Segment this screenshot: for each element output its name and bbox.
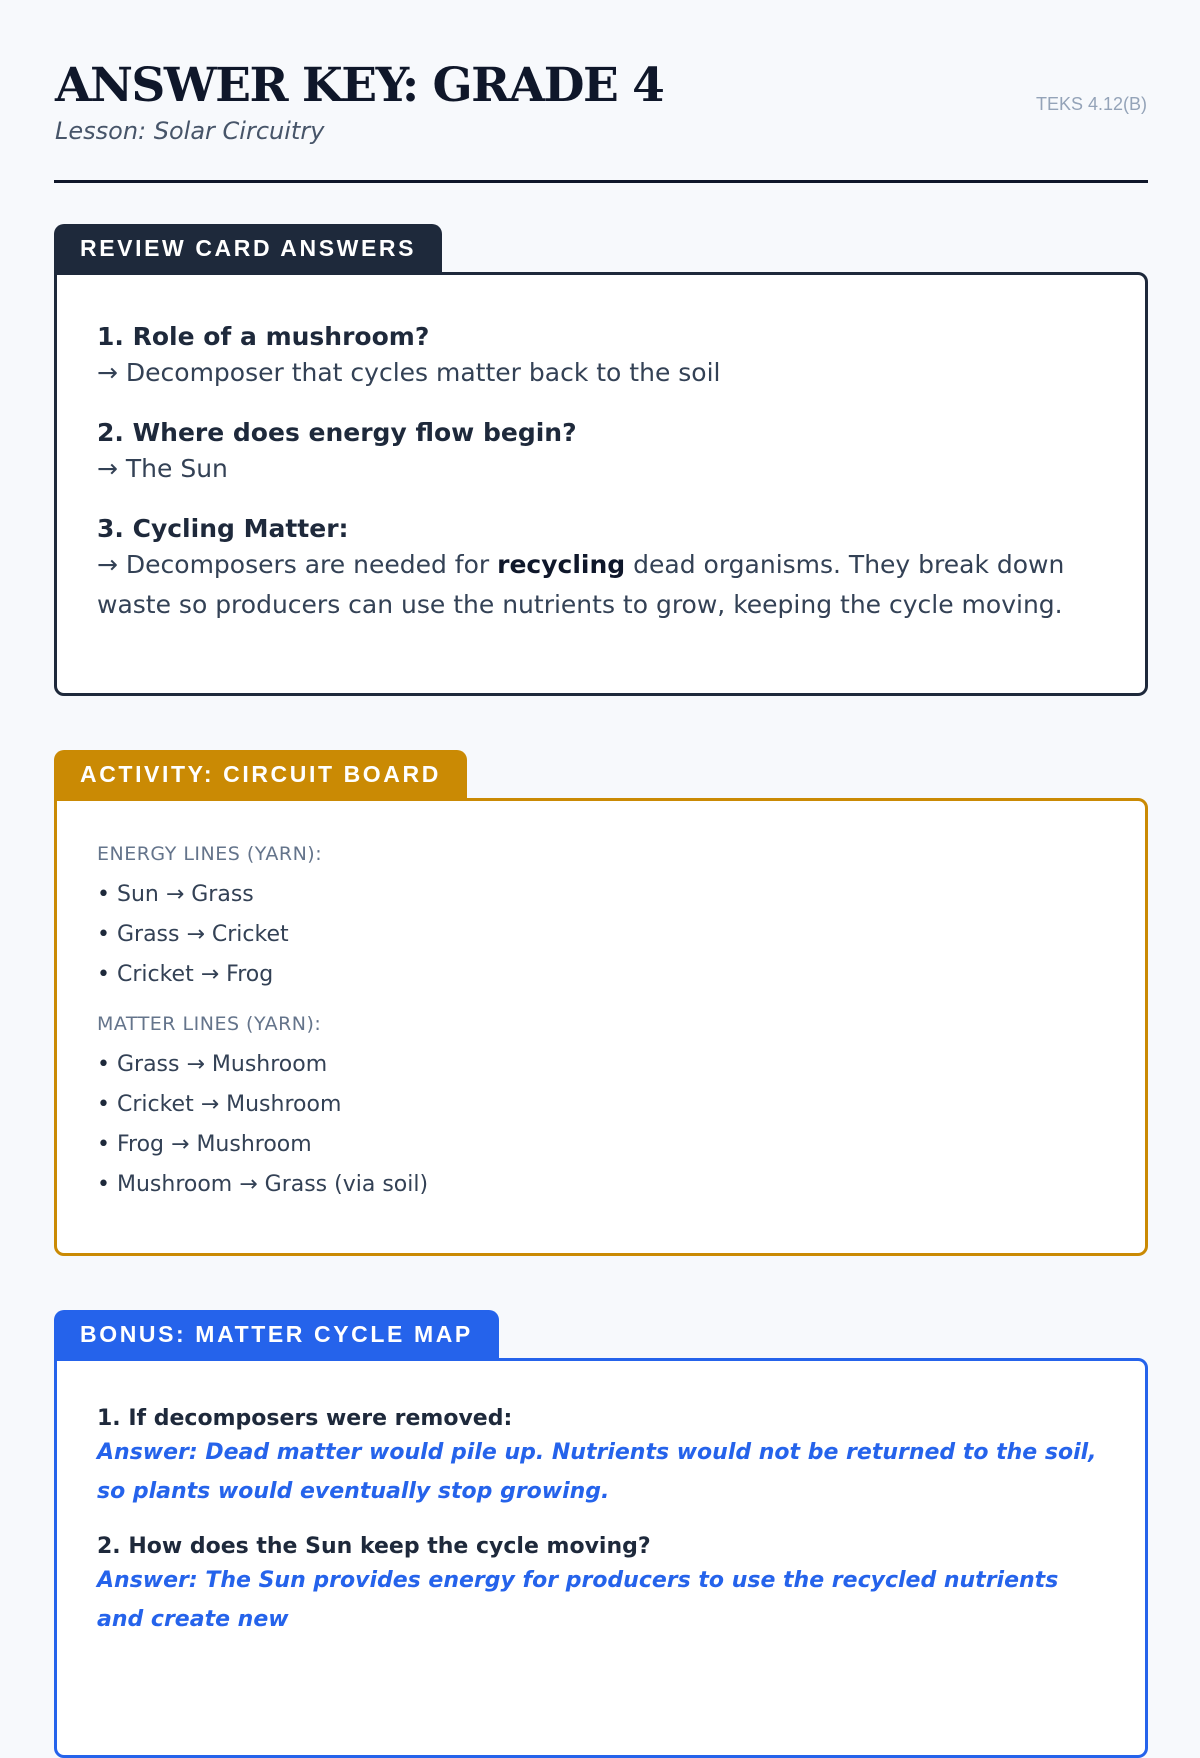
answer-keyword: recycling xyxy=(497,550,626,579)
bullet: • xyxy=(97,1172,110,1197)
review-item xyxy=(97,417,1105,489)
page-title: ANSWER KEY: GRADE 4 xyxy=(55,58,664,113)
bullet: • xyxy=(97,1132,110,1157)
review-item xyxy=(97,321,1105,393)
review-card-section xyxy=(54,224,1148,696)
bullet: • xyxy=(97,1092,110,1117)
bullet: • xyxy=(97,962,110,987)
bonus-answer: Answer: The Sun provides energy for producers to use the recycled nutrients and create new xyxy=(97,1568,1059,1632)
matter-line-text: Grass → Mushroom xyxy=(116,1052,328,1077)
bonus-tab: BONUS: MATTER CYCLE MAP xyxy=(54,1310,499,1358)
review-answer: → Decomposer that cycles matter back to the soil xyxy=(97,358,721,387)
review-question: 3. Cycling Matter: xyxy=(97,514,349,543)
bullet: • xyxy=(97,1052,110,1077)
energy-line-item xyxy=(97,955,1105,995)
energy-lines-label: ENERGY LINES (YARN): xyxy=(97,843,323,865)
answer-text: dead organisms. They break down waste so producers can use the nutrients to grow, keeping the cycle moving. xyxy=(97,550,1065,619)
matter-lines-group xyxy=(97,1011,1105,1205)
matter-lines-label: MATTER LINES (YARN): xyxy=(97,1013,322,1035)
review-answer xyxy=(97,545,1105,625)
energy-line-text: Sun → Grass xyxy=(116,882,254,907)
activity-section xyxy=(54,750,1148,1256)
page-header xyxy=(55,58,1147,146)
bonus-question: 1. If decomposers were removed: xyxy=(97,1406,513,1431)
header-divider xyxy=(54,180,1148,183)
bonus-box xyxy=(54,1358,1148,1758)
lesson-subtitle: Lesson: Solar Circuitry xyxy=(55,117,325,145)
matter-line-item xyxy=(97,1045,1105,1085)
energy-line-item xyxy=(97,875,1105,915)
bonus-item xyxy=(97,1533,1105,1639)
matter-line-item xyxy=(97,1125,1105,1165)
energy-lines-group xyxy=(97,841,1105,995)
answer-text: → Decomposers are needed for xyxy=(97,550,498,579)
matter-line-text: Cricket → Mushroom xyxy=(116,1092,342,1117)
energy-line-item xyxy=(97,915,1105,955)
matter-line-item xyxy=(97,1165,1105,1205)
energy-line-text: Cricket → Frog xyxy=(116,962,274,987)
review-question: 2. Where does energy flow begin? xyxy=(97,418,577,447)
bullet: • xyxy=(97,922,110,947)
energy-line-text: Grass → Cricket xyxy=(116,922,289,947)
activity-box xyxy=(54,798,1148,1256)
review-question: 1. Role of a mushroom? xyxy=(97,322,430,351)
bonus-question: 2. How does the Sun keep the cycle moving? xyxy=(97,1534,651,1559)
activity-tab: ACTIVITY: CIRCUIT BOARD xyxy=(54,750,467,798)
bonus-item xyxy=(97,1405,1105,1511)
review-card-box xyxy=(54,272,1148,696)
standard-code: TEKS 4.12(B) xyxy=(1035,94,1147,114)
review-answer: → The Sun xyxy=(97,454,228,483)
review-card-tab: REVIEW CARD ANSWERS xyxy=(54,224,442,272)
matter-line-text: Mushroom → Grass (via soil) xyxy=(116,1172,429,1197)
review-item xyxy=(97,513,1105,625)
matter-line-item xyxy=(97,1085,1105,1125)
bullet: • xyxy=(97,882,110,907)
bonus-answer: Answer: Dead matter would pile up. Nutrients would not be returned to the soil, so plants would eventually stop growing. xyxy=(97,1440,1097,1504)
bonus-section xyxy=(54,1310,1148,1758)
matter-line-text: Frog → Mushroom xyxy=(116,1132,312,1157)
